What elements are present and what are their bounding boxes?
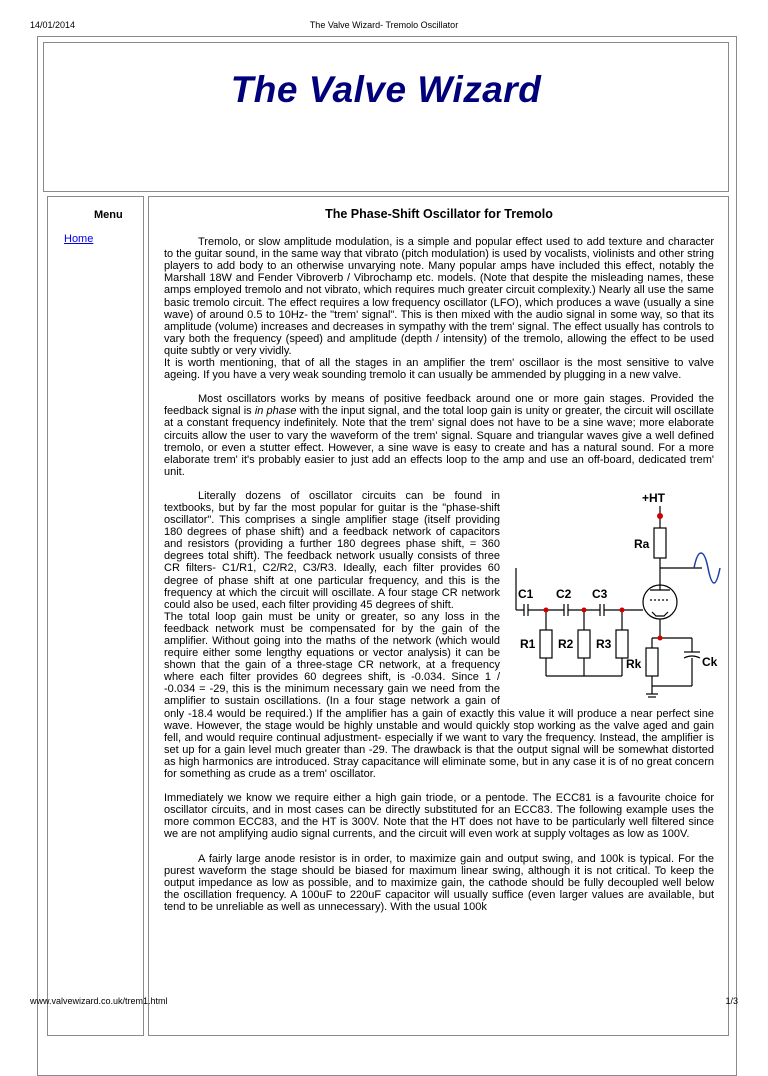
article-heading: The Phase-Shift Oscillator for Tremolo — [325, 207, 553, 221]
label-c3: C3 — [592, 586, 608, 601]
label-ck: Ck — [702, 654, 718, 669]
label-ht: +HT — [642, 490, 666, 505]
print-date: 14/01/2014 — [30, 20, 76, 30]
paragraph-oscillators: Most oscillators works by means of positive feedback around one or more gain stages. Provided the feedback signal is in phase with the input signal, and the total loop gain is unity or greater, the circuit will oscillate at a constant frequency indefinitely. Note that the trem' signal does not have to be a sine wave; more elaborate circuits allow the user to vary the waveform of the trem' signal. Square and triangular waves give a well defined tremolo, or even a stutter effect. However, a sine wave is easy to create and has a natural sound. For a more elaborate trem' it's probably easier to just add an effects loop to the amp and use an off-board, dedicated trem' unit. — [164, 393, 715, 478]
paragraph-ageing: It is worth mentioning, that of all the stages in an amplifier the trem' oscillaor is the most sensitive to valve ageing. If you have a very weak sounding tremolo it can usually be ammended by plugging in a new valve. — [164, 357, 714, 382]
label-c2: C2 — [556, 586, 572, 601]
print-footer — [30, 994, 738, 1008]
menu-link-home[interactable]: Home — [64, 233, 94, 245]
paragraph-anode-resistor: A fairly large anode resistor is in order, to maximize gain and output swing, and 100k is typical. For the purest waveform the stage should be biased for maximum linear swing, although it is not critical. To keep the output impedance as low as possible, and to maximize gain, the cathode should be fully decoupled well below the oscillation frequency. A 100uF to 220uF capacitor will usually suffice (even larger values are available, but tend to be unreliable as well as unnecessary). With the usual 100k — [164, 852, 714, 913]
label-r2: R2 — [558, 636, 574, 651]
paragraph-intro: Tremolo, or slow amplitude modulation, is a simple and popular effect used to add texture and character to the guitar sound, in the same way that vibrato (pitch modulation) is used by vocalists, violinists and other string players to add body to an otherwise unvarying note. Many popular amps have included this effect, notably the Marshall 18W and Fender Vibroverb / Vibrochamp etc. models. (Note that despite the misleading names, these amps employed tremolo and not vibrato, which requires much greater circuit complexity.) Nearly all use the same basic tremolo circuit. The effect requires a low frequency oscillator (LFO), which produces a wave (usually a sine wave) of around 0.5 to 10Hz- the "trem' signal". This is then mixed with the audio signal in some way, so that its amplitude (volume) increases and decreases in sympathy with the trem' signal. The effect usually has controls to vary both the frequency (speed) and amplitude (depth / intensity) of the tremolo, allowing the effect to be used quite subtly or very vividly. — [164, 236, 714, 357]
label-c1: C1 — [518, 586, 534, 601]
print-page-title: The Valve Wizard- Tremolo Oscillator — [309, 20, 459, 30]
print-url: www.valvewizard.co.uk/trem1.html — [30, 996, 168, 1006]
label-rk: Rk — [626, 656, 642, 671]
menu-heading: Menu — [94, 209, 123, 221]
sidebar-menu — [47, 196, 144, 1036]
paragraph-loop-gain: The total loop gain must be unity or greater, so any loss in the feedback network must be compensated for by the gain of the amplifier. Without going into the maths of the network (which would require either some lengthy equations or vector analysis) it can be shown that the gain of a three-stage CR network, at a frequency where each filter provides 60 degrees shift, is -0.034. Since 1 / -0.034 = -29, this is the minimum necessary gain we need from the amplifier to sustain oscillations. (In a four stage network a gain of only -18.4 would be required.) If the amplifier has a gain of exactly this value it will produce a near perfect sine wave. However, the stage would be highly unstable and would quickly stop working as the valve aged and gain fell, and would require continual adjustment- especially if we want to vary the frequency. Instead, the amplifier is set up for a gain level much greater than -29. The drawback is that the output signal will be somewhat distorted as high harmonics are introduced. Stray capacitance will eliminate some, but in any case it is of no great concern for something as crude as a trem' oscillator. — [164, 610, 714, 781]
article — [164, 207, 718, 913]
phase-shift-oscillator-schematic — [506, 490, 722, 698]
label-r1: R1 — [520, 636, 536, 651]
print-page-number: 1/3 — [725, 996, 738, 1006]
schematic-section — [164, 489, 718, 781]
print-header — [30, 18, 738, 32]
paragraph-valve-choice: Immediately we know we require either a high gain triode, or a pentode. The ECC81 is a favourite choice for oscillator circuits, and in most cases can be directly substituted for an ECC83. The following example uses the more common ECC83, and the HT is 300V. Note that the HT does not have to be particularly well filtered since we are not amplifying audio signal currents, and the circuit will even work at supply voltages as low as 100V. — [164, 792, 714, 841]
label-r3: R3 — [596, 636, 612, 651]
label-ra: Ra — [634, 536, 650, 551]
site-title: The Valve Wizard — [230, 69, 542, 110]
site-banner — [43, 42, 729, 192]
paragraph-phase-shift: Literally dozens of oscillator circuits can be found in textbooks, but by far the most popular for guitar is the "phase-shift oscillator". This comprises a single amplifier stage (itself providing 180 degrees of phase shift) and a feedback network of capacitors and resistors (providing a further 180 degrees phase shift, = 360 degrees total shift). The feedback network usually consists of three CR filters- C1/R1, C2/R2, C3/R3. Ideally, each filter provides 60 degree of phase shift at one particular frequency, and this is the frequency at which the circuit will oscillate. A four stage CR network could also be used, each filter providing 45 degrees of shift. — [164, 489, 500, 611]
